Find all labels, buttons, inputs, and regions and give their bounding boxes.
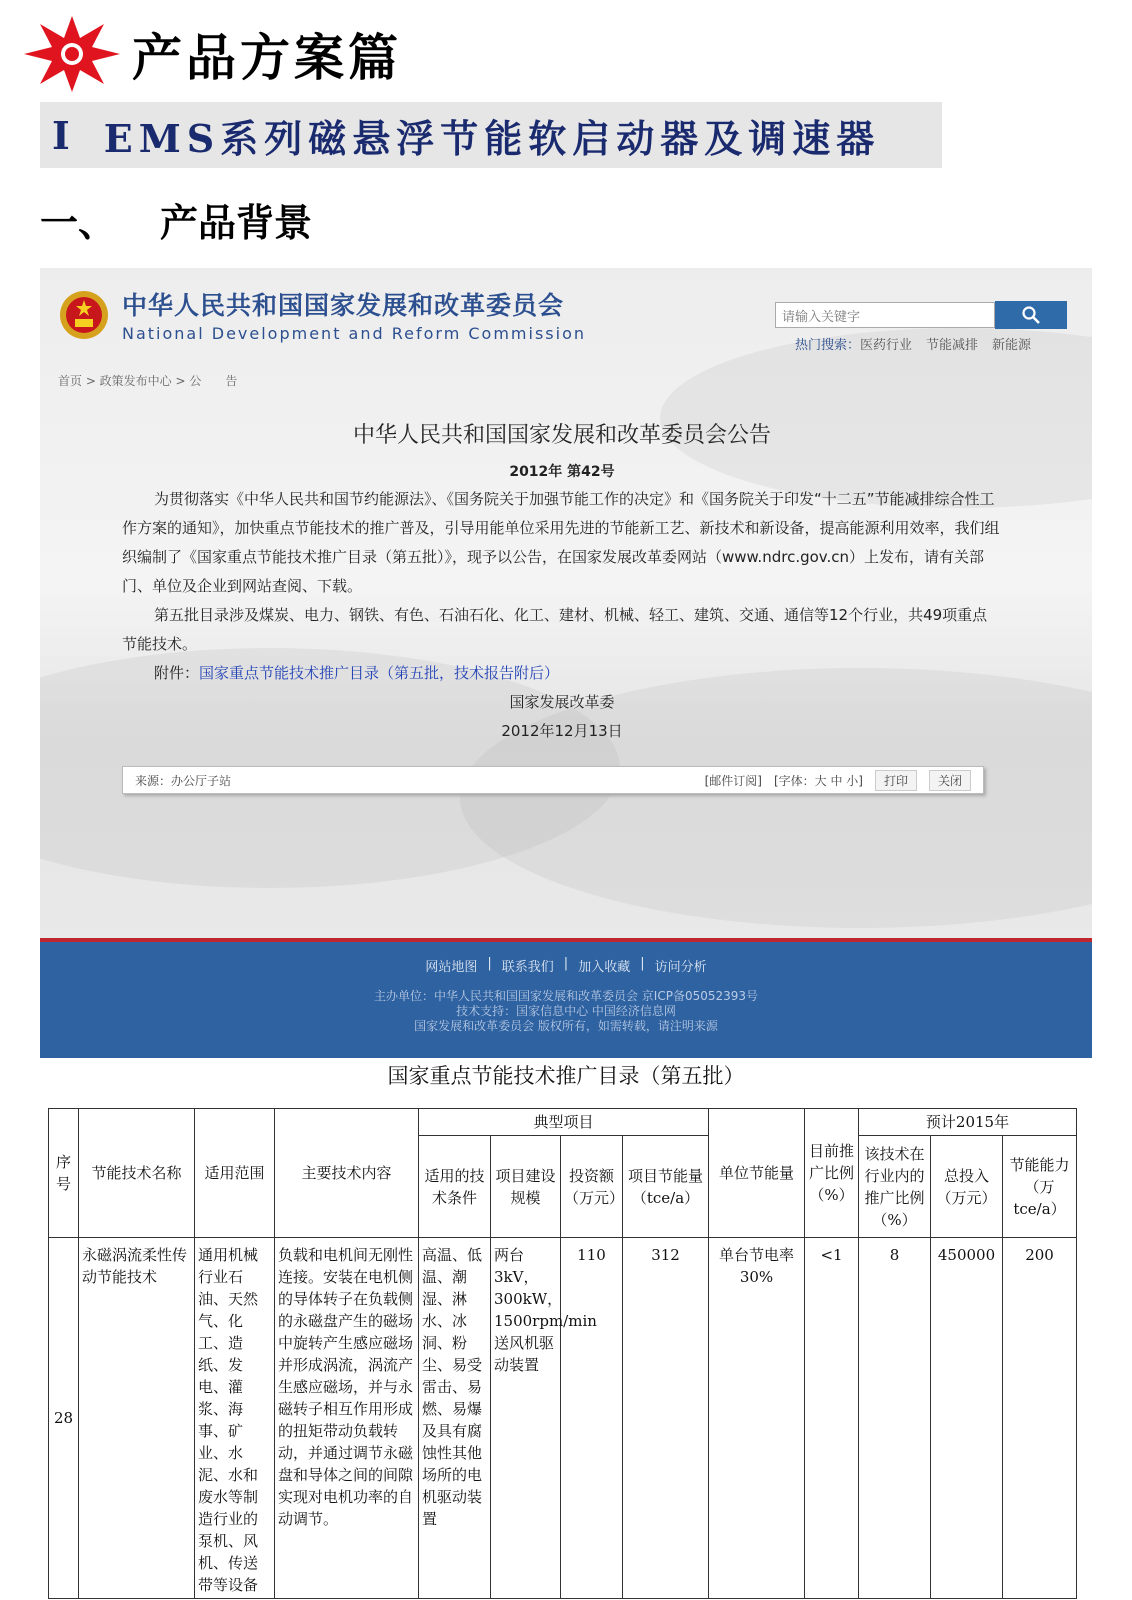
font-size-selector[interactable]: [字体：大 中 小] [773, 773, 863, 788]
notice-paragraph: 为贯彻落实《中华人民共和国节约能源法》、《国务院关于加强节能工作的决定》和《国务院关于印发“十二五”节能减排综合性工作方案的通知》，加快重点节能技术的推广普及，引导用能单位采用先进的节能新工艺、新技术和新设备，提高能源利用效率，我们组织编制了《国家重点节能技术推广目录（第五批）》，现予以公告，在国家发展改革委网站（www.ndrc.gov.cn）上发布，请有关部门、单位及企业到网站查阅、下载。 [122, 490, 1000, 595]
cell-current-ratio: <1 [805, 1238, 859, 1599]
hot-search [795, 334, 1031, 353]
breadcrumb[interactable]: 首页 > 政策发布中心 > 公 告 [58, 374, 238, 388]
cell-unit-saving: 单台节电率30% [709, 1238, 805, 1599]
header-industry-ratio: 该技术在行业内的推广比例（%） [859, 1136, 931, 1238]
header-typical-project: 典型项目 [419, 1109, 709, 1136]
section-heading [40, 192, 312, 247]
header-total-invest: 总投入（万元） [931, 1136, 1003, 1238]
red-star-icon [22, 14, 122, 94]
hot-search-item[interactable]: 新能源 [992, 338, 1032, 353]
notice-number: 2012年 第42号 [509, 464, 615, 480]
cell-scope: 通用机械行业石油、天然气、化工、造纸、发电、灌浆、海事、矿业、水泥、水和废水等制造行业的泵机、风机、传送带等设备 [195, 1238, 275, 1599]
close-button[interactable]: 关闭 [929, 770, 971, 791]
cell-investment: 110 [561, 1238, 623, 1599]
header-scale: 项目建设规模 [491, 1136, 561, 1238]
section-title: 产品背景 [160, 200, 313, 245]
footer-link-analytics[interactable]: 访问分析 [654, 960, 707, 975]
header-seq: 序号 [49, 1109, 79, 1238]
cell-saving: 312 [623, 1238, 709, 1599]
header-unit-saving: 单位节能量 [709, 1109, 805, 1238]
search-icon [1021, 305, 1041, 325]
footer-separator: | [563, 956, 569, 971]
national-emblem-icon [58, 289, 110, 341]
cell-scale: 两台3kV，300kW，1500rpm/min送风机驱动装置 [491, 1238, 561, 1599]
cell-capacity: 200 [1003, 1238, 1077, 1599]
cell-tech-name: 永磁涡流柔性传动节能技术 [79, 1238, 195, 1599]
table-row [49, 1238, 1077, 1599]
product-name: EMS系列磁悬浮节能软启动器及调速器 [103, 115, 881, 161]
cell-seq: 28 [49, 1238, 79, 1599]
main-title: 产品方案篇 [132, 28, 402, 87]
notice-signer: 国家发展改革委 [509, 693, 615, 711]
hot-search-item[interactable]: 节能减排 [926, 338, 979, 353]
ndrc-name-en: National Development and Reform Commission [122, 324, 586, 343]
print-button[interactable]: 打印 [875, 770, 917, 791]
ndrc-name-cn: 中华人民共和国国家发展和改革委员会 [122, 291, 565, 320]
source-bar [122, 766, 984, 794]
document-title [22, 14, 402, 94]
footer-separator: | [640, 956, 645, 971]
footer-line: 主办单位：中华人民共和国国家发展和改革委员会 京ICP备05052393号 [373, 989, 759, 1003]
header-investment: 投资额（万元） [561, 1136, 623, 1238]
notice-paragraph: 第五批目录涉及煤炭、电力、钢铁、有色、石油石化、化工、建材、机械、轻工、建筑、交通、通信等12个行业，共49项重点节能技术。 [122, 606, 988, 653]
footer-line: 技术支持：国家信息中心 中国经济信息网 [456, 1004, 676, 1018]
source-label: 来源：办公厅子站 [135, 773, 232, 788]
attachment-link[interactable]: 国家重点节能技术推广目录（第五批，技术报告附后） [199, 664, 560, 682]
attachment-label: 附件： [154, 664, 200, 682]
site-footer [40, 938, 1092, 1058]
search-input[interactable]: 请输入关键字 [775, 302, 995, 328]
footer-link-favorite[interactable]: 加入收藏 [578, 960, 631, 975]
header-conditions: 适用的技术条件 [419, 1136, 491, 1238]
hot-search-item[interactable]: 医药行业 [860, 338, 913, 353]
catalog-title: 国家重点节能技术推广目录（第五批） [387, 1064, 745, 1088]
footer-line: 国家发展和改革委员会 版权所有，如需转载，请注明来源 [414, 1019, 718, 1033]
cell-total-invest: 450000 [931, 1238, 1003, 1599]
footer-link-sitemap[interactable]: 网站地图 [425, 960, 478, 975]
footer-link-contact[interactable]: 联系我们 [501, 960, 554, 975]
footer-separator: | [487, 956, 492, 971]
mail-subscribe-link[interactable]: [邮件订阅] [704, 773, 762, 788]
product-heading [40, 102, 942, 168]
product-number: I [52, 112, 76, 158]
footer-info [40, 989, 1092, 1034]
hot-search-label: 热门搜索： [795, 338, 861, 353]
section-number: 一、 [40, 200, 117, 245]
cell-industry-ratio: 8 [859, 1238, 931, 1599]
footer-links [40, 956, 1092, 975]
notice-title: 中华人民共和国国家发展和改革委员会公告 [352, 423, 771, 448]
ndrc-webpage-screenshot [40, 268, 1092, 1058]
search-button[interactable] [995, 301, 1067, 329]
header-forecast-2015: 预计2015年 [859, 1109, 1077, 1136]
header-content: 主要技术内容 [275, 1109, 419, 1238]
header-current-ratio: 目前推广比例（%） [805, 1109, 859, 1238]
cell-content: 负载和电机间无刚性连接。安装在电机侧的导体转子在负载侧的永磁盘产生的磁场中旋转产生感应磁场并形成涡流，涡流产生感应磁场，并与永磁转子相互作用形成的扭矩带动负载转动，并通过调节永磁盘和导体之间的间隙实现对电机功率的自动调节。 [275, 1238, 419, 1599]
notice-attachment [122, 659, 1002, 688]
cell-conditions: 高温、低温、潮湿、淋水、冰洞、粉尘、易受雷击、易燃、易爆及具有腐蚀性其他场所的电机驱动装置 [419, 1238, 491, 1599]
header-scope: 适用范围 [195, 1109, 275, 1238]
header-tech-name: 节能技术名称 [79, 1109, 195, 1238]
catalog-table [48, 1108, 1077, 1599]
notice-body [122, 418, 1002, 746]
notice-date: 2012年12月13日 [501, 722, 623, 740]
header-saving: 项目节能量（tce/a） [623, 1136, 709, 1238]
ndrc-header [58, 286, 586, 343]
header-capacity: 节能能力（万tce/a） [1003, 1136, 1077, 1238]
